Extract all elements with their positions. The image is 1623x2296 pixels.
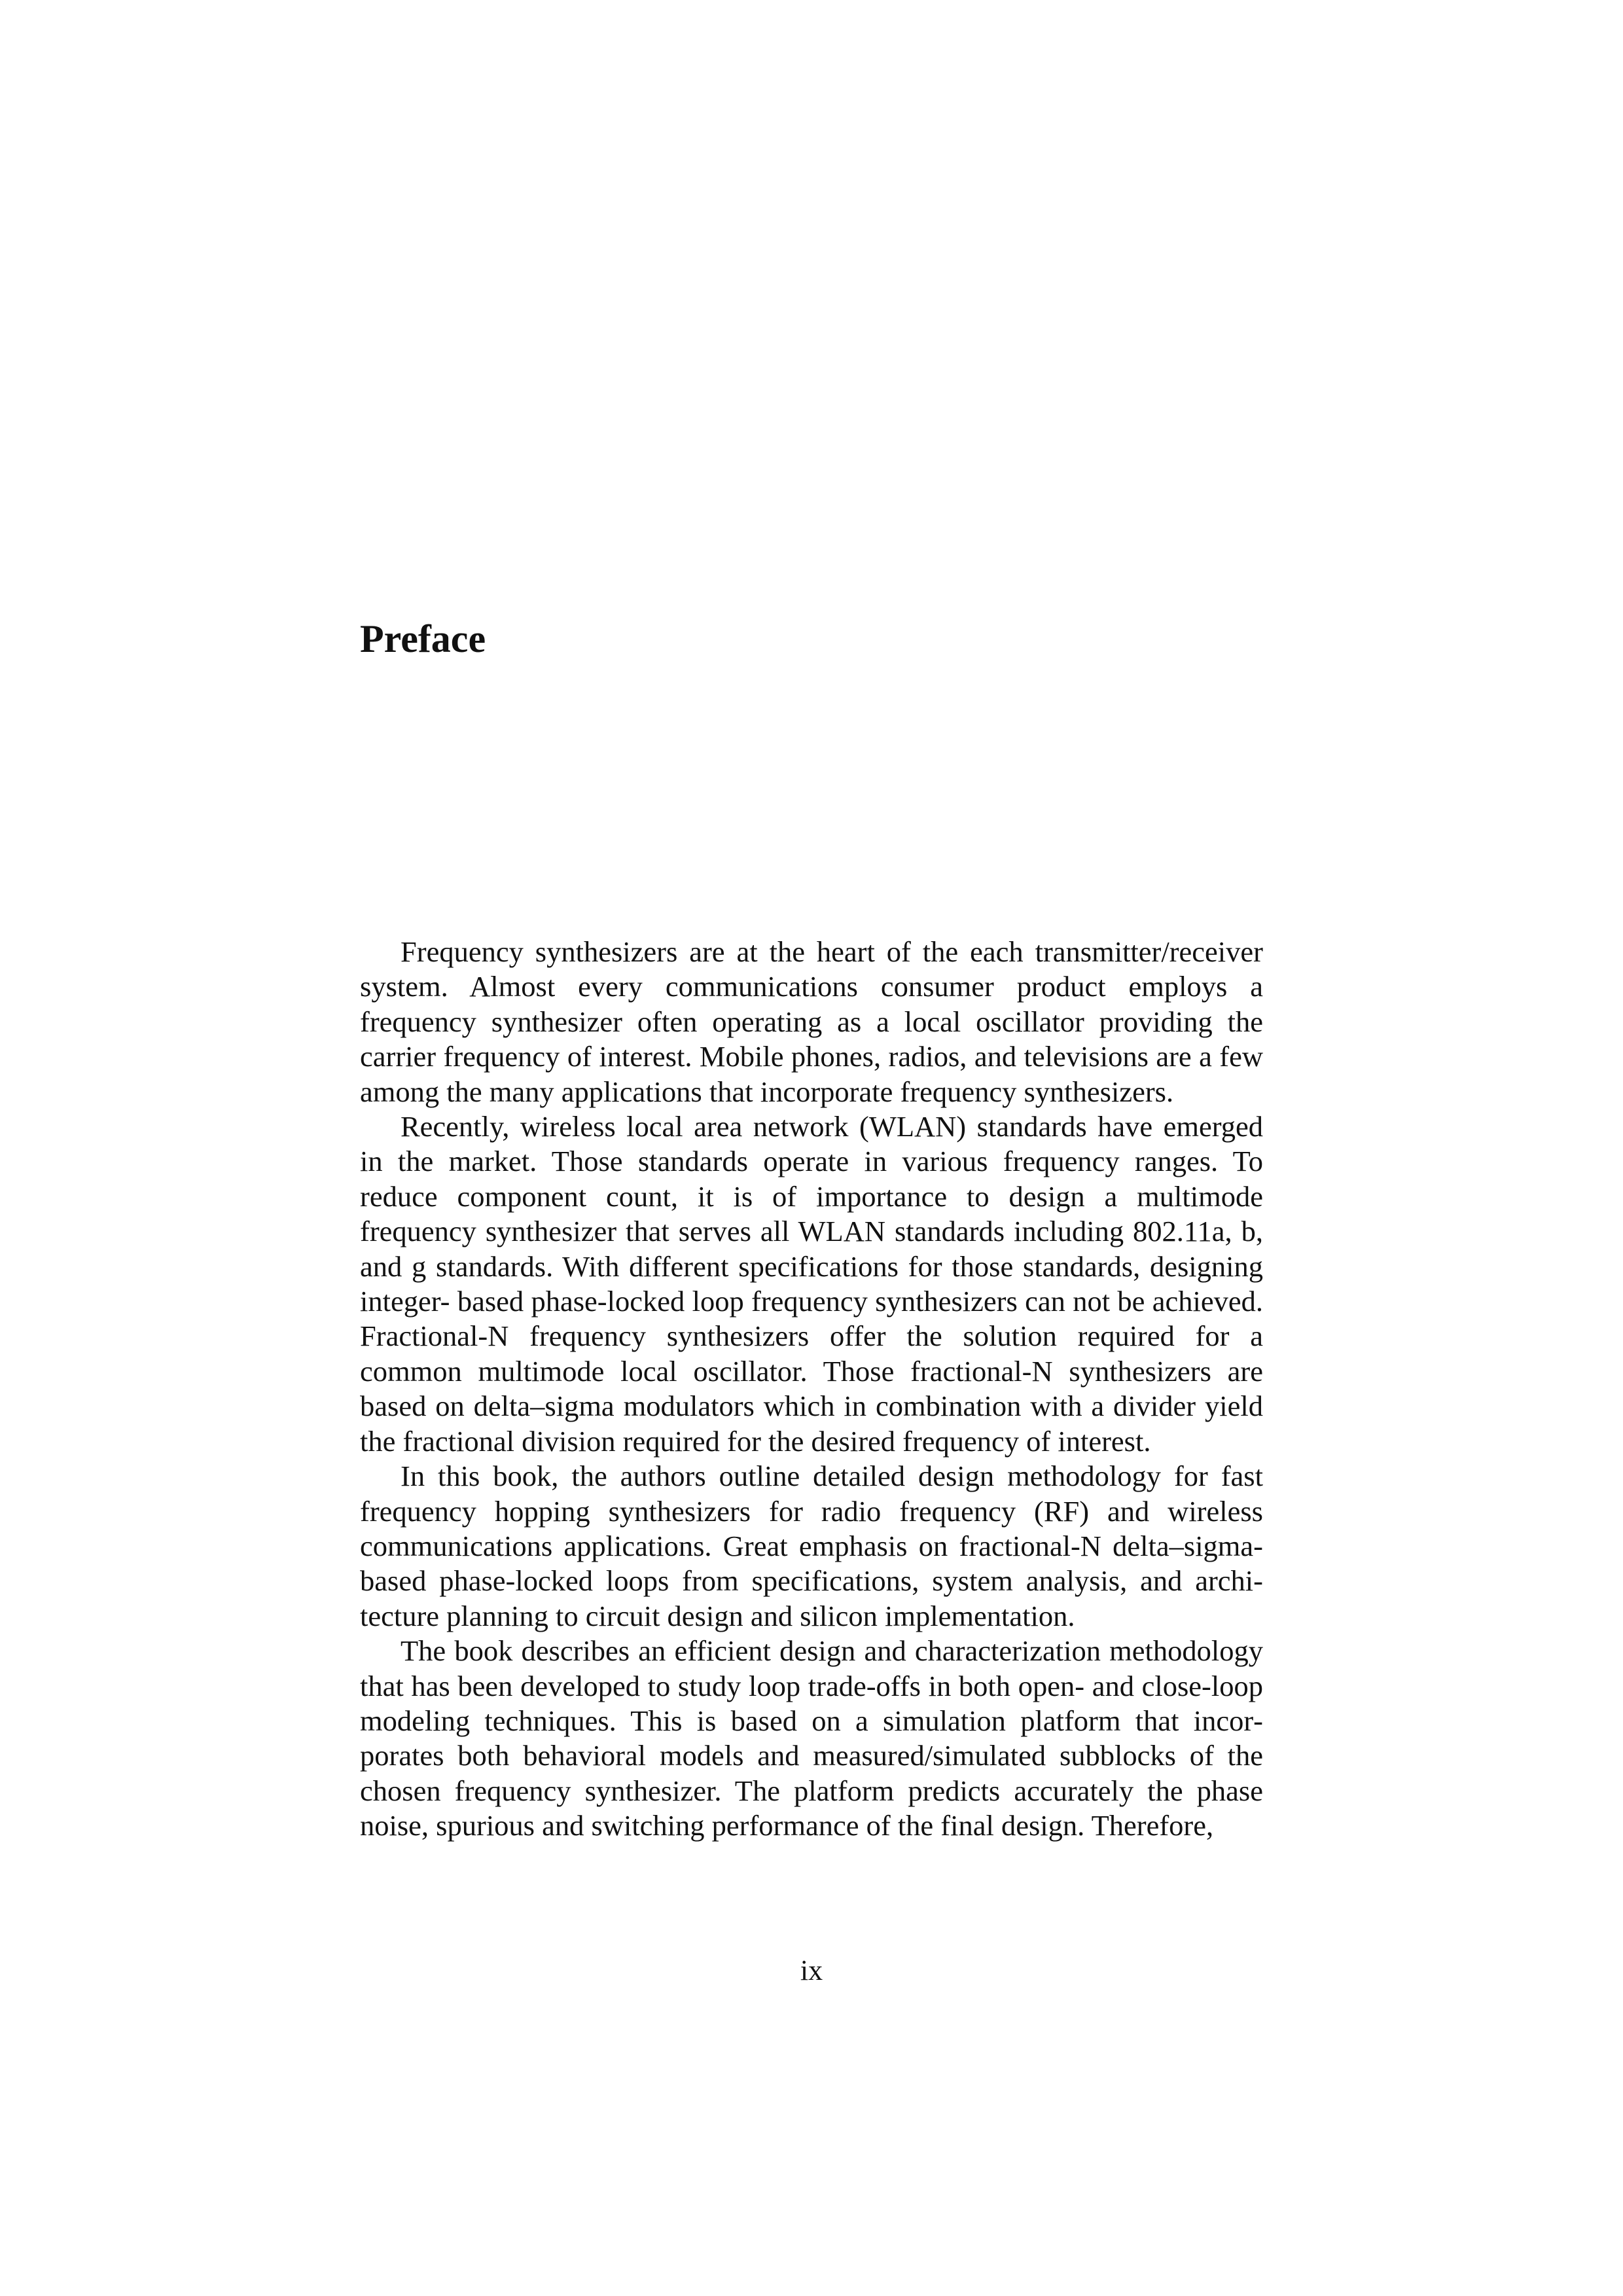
page-number: ix: [800, 1954, 823, 1986]
paragraph-intro: Frequency synthesizers are at the heart of the each transmitter/receiver system. Almost every communications consumer product employs a frequency synthesizer often operating as a local oscillator providing the carrier frequency of interest. Mobile phones, radios, and televisions are a few among the many applications that incorporate frequency synthesizers.: [360, 935, 1263, 1108]
preface-body: [360, 935, 1263, 1844]
paragraph-methodology: In this book, the authors outline detailed design methodology for fast frequency hopping synthesizers for radio frequency (RF) and wireless communications applications. Great emphasis on fractional-N delta–sigma-based phase-locked loops from specifications, system analysis, and architecture planning to circuit design and silicon implementation.: [360, 1460, 1263, 1632]
page-title: Preface: [360, 617, 486, 660]
paragraph-platform: The book describes an efficient design and characterization methodology that has been developed to study loop trade-offs in both open- and close-loop modeling techniques. This is based on a simulation platform that incorporates both behavioral models and measured/simulated subblocks of the chosen frequency synthesizer. The platform predicts accurately the phase noise, spurious and switching performance of the final design. Therefore,: [360, 1634, 1263, 1842]
paragraph-wlan: Recently, wireless local area network (WLAN) standards have emerged in the market. Those standards operate in various frequency ranges. To reduce component count, it is of importance to design a multimode frequency synthesizer that serves all WLAN standards including 802.11a, b, and g standards. With different specifications for those standards, designing integer- based phase-locked loop frequency synthesizers can not be achieved. Fractional-N frequency synthesizers offer the solution required for a common multimode local oscillator. Those fractional-N synthesizers are based on delta–sigma modulators which in combination with a divider yield the fractional division required for the desired frequency of interest.: [360, 1110, 1263, 1458]
